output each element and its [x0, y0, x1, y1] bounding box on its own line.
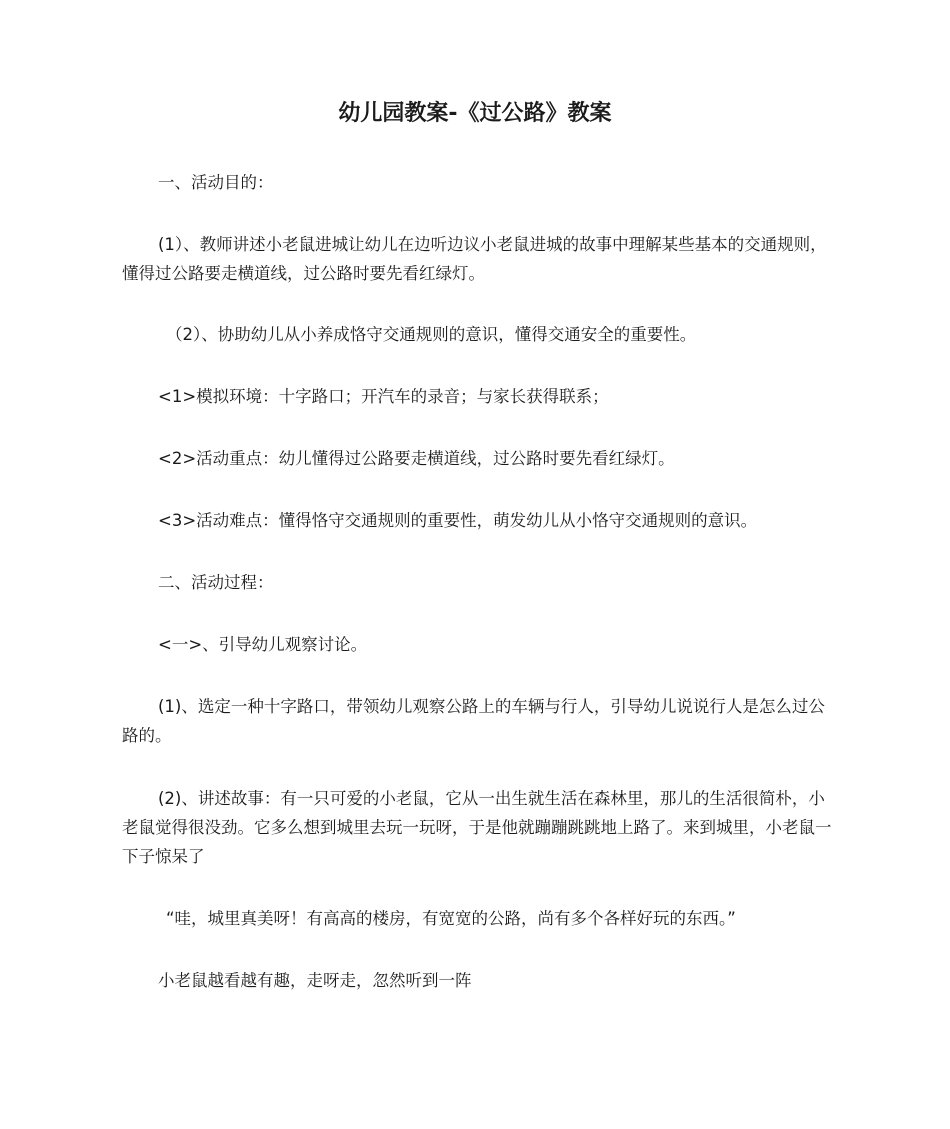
- paragraph-story: (2)、讲述故事：有一只可爱的小老鼠，它从一出生就生活在森林里，那儿的生活很简朴，小老鼠觉得很没劲。它多么想到城里去玩一玩呀，于是他就蹦蹦跳跳地上路了。来到城里，小老鼠一下子惊呆了: [122, 789, 832, 866]
- paragraph-step-1-heading: <一>、引导幼儿观察讨论。: [158, 635, 368, 654]
- paragraph-objective-2: （2）、协助幼儿从小养成恪守交通规则的意识，懂得交通安全的重要性。: [166, 325, 697, 344]
- paragraph-environment: <1>模拟环境：十字路口；开汽车的录音；与家长获得联系；: [158, 387, 609, 406]
- paragraph-key-point: <2>活动重点：幼儿懂得过公路要走横道线，过公路时要先看红绿灯。: [158, 449, 675, 468]
- paragraph-process-heading: 二、活动过程：: [158, 573, 274, 592]
- paragraph-objective-1: (1）、教师讲述小老鼠进城让幼儿在边听边议小老鼠进城的故事中理解某些基本的交通规则，懂得过公路要走横道线，过公路时要先看红绿灯。: [122, 235, 827, 283]
- paragraph-difficulty: <3>活动难点：懂得恪守交通规则的重要性，萌发幼儿从小恪守交通规则的意识。: [158, 511, 758, 530]
- paragraph-story-continued: 小老鼠越看越有趣，走呀走，忽然听到一阵: [158, 971, 472, 990]
- paragraph-quote: “哇，城里真美呀！有高高的楼房，有宽宽的公路，尚有多个各样好玩的东西。”: [166, 909, 736, 928]
- paragraph-step-1-item-1: (1)、选定一种十字路口，带领幼儿观察公路上的车辆与行人，引导幼儿说说行人是怎么过公路的。: [122, 697, 825, 745]
- paragraph-objectives-heading: 一、活动目的：: [158, 173, 274, 192]
- document-title: 幼儿园教案-《过公路》教案: [338, 101, 612, 126]
